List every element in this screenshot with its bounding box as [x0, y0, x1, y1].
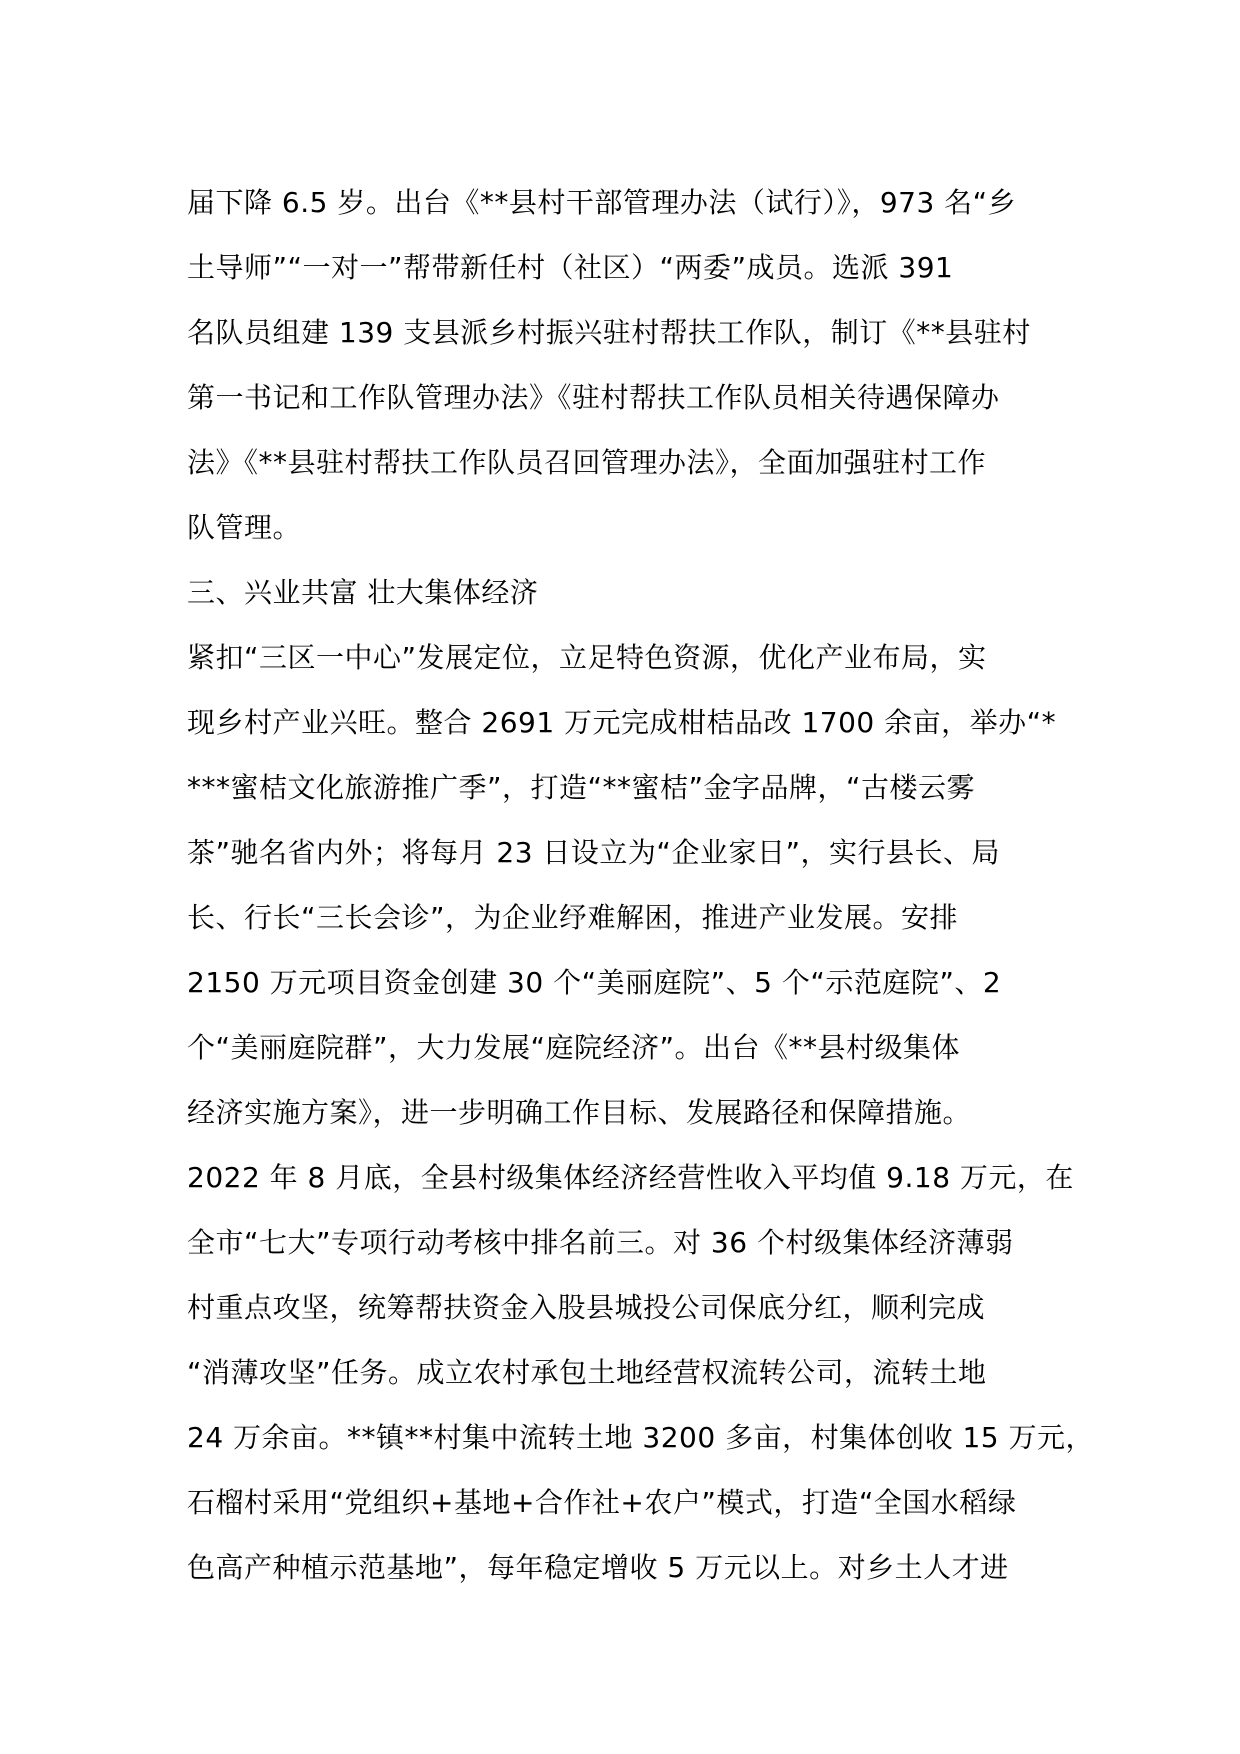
text-line: 2022 年 8 月底，全县村级集体经济经营性收入平均值 9.18 万元，在: [187, 1161, 1074, 1194]
text-line: 村重点攻坚，统筹帮扶资金入股县城投公司保底分红，顺利完成: [187, 1291, 986, 1324]
text-line: 现乡村产业兴旺。整合 2691 万元完成柑桔品改 1700 余亩，举办“*: [187, 706, 1057, 739]
section-heading: 三、兴业共富 壮大集体经济: [187, 576, 539, 609]
text-line: 名队员组建 139 支县派乡村振兴驻村帮扶工作队，制订《**县驻村: [187, 316, 1031, 349]
text-line: 土导师”“一对一”帮带新任村（社区）“两委”成员。选派 391: [187, 251, 954, 284]
text-line: 茶”驰名省内外；将每月 23 日设立为“企业家日”，实行县长、局: [187, 836, 1000, 869]
text-line: 全市“七大”专项行动考核中排名前三。对 36 个村级集体经济薄弱: [187, 1226, 1014, 1259]
text-line: 个“美丽庭院群”，大力发展“庭院经济”。出台《**县村级集体: [187, 1031, 961, 1064]
text-line: 届下降 6.5 岁。出台《**县村干部管理办法（试行）》，973 名“乡: [187, 186, 1017, 219]
text-line: 24 万余亩。**镇**村集中流转土地 3200 多亩，村集体创收 15 万元，: [187, 1421, 1095, 1454]
text-line: 法》《**县驻村帮扶工作队员召回管理办法》，全面加强驻村工作: [187, 446, 987, 479]
text-line: 队管理。: [187, 511, 302, 544]
text-line: 长、行长“三长会诊”，为企业纾难解困，推进产业发展。安排: [187, 901, 959, 934]
text-line: 石榴村采用“党组织+基地+合作社+农户”模式，打造“全国水稻绿: [187, 1486, 1017, 1519]
text-line: 第一书记和工作队管理办法》《驻村帮扶工作队员相关待遇保障办: [187, 381, 1000, 414]
document-body: [187, 170, 1095, 1600]
text-line: 经济实施方案》，进一步明确工作目标、发展路径和保障措施。: [187, 1096, 972, 1129]
text-line: ***蜜桔文化旅游推广季”，打造“**蜜桔”金字品牌，“古楼云雾: [187, 771, 976, 804]
text-line: 2150 万元项目资金创建 30 个“美丽庭院”、5 个“示范庭院”、2: [187, 966, 1002, 999]
text-line: “消薄攻坚”任务。成立农村承包土地经营权流转公司，流转土地: [187, 1356, 987, 1389]
text-line: 紧扣“三区一中心”发展定位，立足特色资源，优化产业布局，实: [187, 641, 987, 674]
text-line: 色高产种植示范基地”，每年稳定增收 5 万元以上。对乡土人才进: [187, 1551, 1009, 1584]
